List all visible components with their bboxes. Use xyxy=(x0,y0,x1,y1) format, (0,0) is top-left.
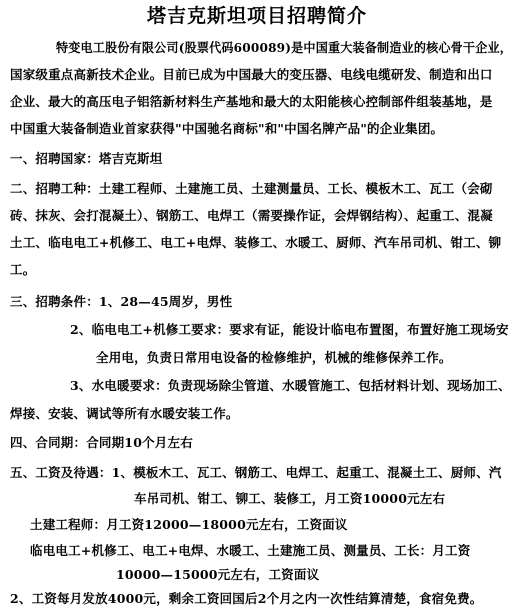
section-contract: 四、合同期：合同期10个月左右 xyxy=(10,435,193,450)
section-country: 一、招聘国家：塔吉克斯坦 xyxy=(10,151,163,166)
salary-technicians-line-1: 临电电工+机修工、电工+电焊、水暖工、土建施工员、测量员、工长：月工资 xyxy=(30,543,471,558)
intro-line-3: 企业、最大的高压电子铝箔新材料生产基地和最大的太阳能核心控制部件组装基地，是 xyxy=(10,94,493,109)
section-job-types-line-3: 土工、临电电工+机修工、电工+电焊、装修工、水暖工、厨师、汽车吊司机、钳工、铆 xyxy=(10,235,502,250)
document-title: 塔吉克斯坦项目招聘简介 xyxy=(146,5,367,27)
conditions-electrician-line-2: 全用电，负责日常用电设备的检修维护，机械的维修保养工作。 xyxy=(96,350,452,365)
salary-payment-terms: 2、工资每月发放4000元，剩余工资回国后2个月之内一次性结算清楚，食宿免费。 xyxy=(10,591,483,606)
conditions-plumbing-line-2: 焊接、安装、调试等所有水暖安装工作。 xyxy=(10,406,239,421)
section-job-types-line-2: 砖、抹灰、会打混凝土）、钢筋工、电焊工（需要操作证，会焊钢结构）、起重工、混凝 xyxy=(10,208,493,223)
salary-engineer: 土建工程师：月工资12000—18000元左右，工资面议 xyxy=(30,517,348,532)
intro-line-4: 中国重大装备制造业首家获得"中国驰名商标"和"中国名牌产品"的企业集团。 xyxy=(10,121,444,136)
intro-line-1: 特变电工股份有限公司(股票代码600089)是中国重大装备制造业的核心骨干企业， xyxy=(56,40,513,55)
section-conditions-line-1: 三、招聘条件：1、28—45周岁，男性 xyxy=(10,294,233,309)
intro-line-2: 国家级重点高新技术企业。目前已成为中国最大的变压器、电线电缆研发、制造和出口 xyxy=(10,67,493,82)
salary-technicians-line-2: 10000—15000元左右，工资面议 xyxy=(116,567,320,582)
section-job-types-line-1: 二、招聘工种：土建工程师、土建施工员、土建测量员、工长、模板木工、瓦工（会砌 xyxy=(10,181,493,196)
section-salary-line-1: 五、工资及待遇：1、模板木工、瓦工、钢筋工、电焊工、起重工、混凝土工、厨师、汽 xyxy=(10,465,502,480)
section-salary-line-1b: 车吊司机、钳工、铆工、装修工，月工资10000元左右 xyxy=(134,491,446,506)
section-job-types-line-4: 工。 xyxy=(10,262,36,277)
conditions-plumbing-line-1: 3、水电暖要求：负责现场除尘管道、水暖管施工、包括材料计划、现场加工、 xyxy=(70,378,511,393)
conditions-electrician-line-1: 2、临电电工+机修工要求：要求有证，能设计临电布置图，布置好施工现场安 xyxy=(70,322,509,337)
